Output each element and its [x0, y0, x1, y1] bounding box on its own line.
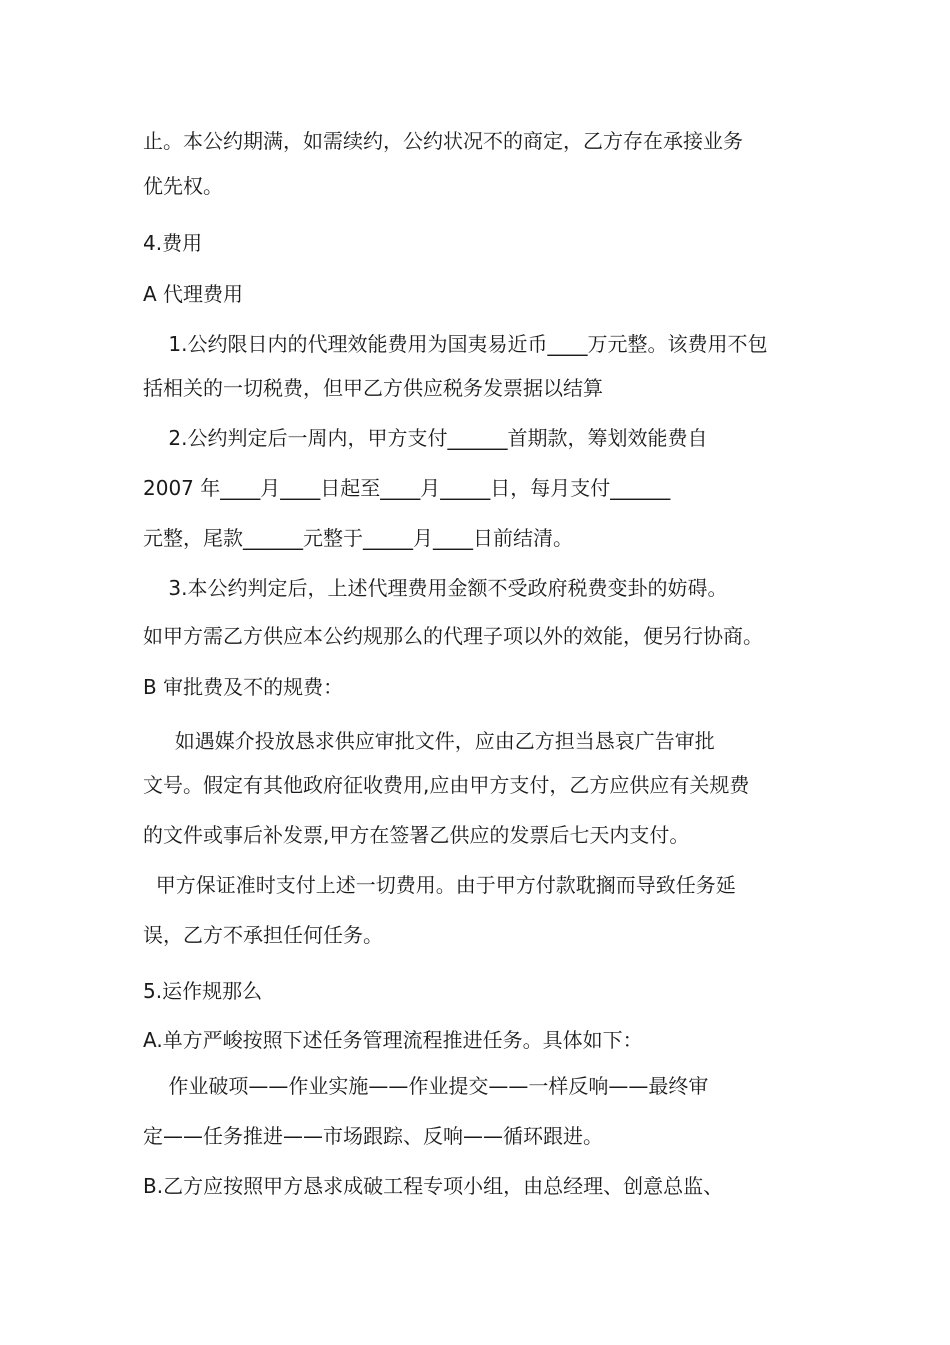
- paragraph-line: 的文件或事后补发票,甲方在签署乙供应的发票后七天内支付。: [143, 823, 690, 847]
- section-heading: 5.运作规那么: [143, 979, 263, 1003]
- subsection-heading: B 审批费及不的规费：: [143, 675, 344, 699]
- paragraph-line: 定——任务推进——市场跟踪、反响——循环跟进。: [143, 1124, 603, 1148]
- paragraph-line: 元整，尾款______元整于_____月____日前结清。: [143, 526, 573, 550]
- paragraph-line: 3.本公约判定后，上述代理费用金额不受政府税费变卦的妨碍。: [143, 576, 728, 600]
- paragraph-line: A.单方严峻按照下述任务管理流程推进任务。具体如下：: [143, 1028, 643, 1052]
- paragraph-line: 如甲方需乙方供应本公约规那么的代理子项以外的效能，便另行协商。: [143, 624, 763, 648]
- paragraph-line: 止。本公约期满，如需续约，公约状况不的商定，乙方存在承接业务: [143, 129, 743, 153]
- paragraph-line: 1.公约限日内的代理效能费用为国夷易近币____万元整。该费用不包: [143, 332, 768, 356]
- paragraph-line: 作业破项——作业实施——作业提交——一样反响——最终审: [143, 1074, 709, 1098]
- paragraph-line: 2007 年____月____日起至____月_____日，每月支付______: [143, 476, 671, 500]
- paragraph-line: B.乙方应按照甲方恳求成破工程专项小组，由总经理、创意总监、: [143, 1174, 724, 1198]
- section-heading: 4.费用: [143, 231, 203, 255]
- paragraph-line: 甲方保证准时支付上述一切费用。由于甲方付款耽搁而导致任务延: [143, 873, 736, 897]
- paragraph-line: 如遇媒介投放恳求供应审批文件，应由乙方担当恳哀广告审批: [143, 729, 715, 753]
- paragraph-line: 2.公约判定后一周内，甲方支付______首期款，筹划效能费自: [143, 426, 708, 450]
- paragraph-line: 优先权。: [143, 174, 223, 198]
- paragraph-line: 括相关的一切税费，但甲乙方供应税务发票据以结算: [143, 376, 603, 400]
- subsection-heading: A 代理费用: [143, 282, 244, 306]
- paragraph-line: 文号。假定有其他政府征收费用,应由甲方支付，乙方应供应有关规费: [143, 773, 750, 797]
- paragraph-line: 误，乙方不承担任何任务。: [143, 923, 383, 947]
